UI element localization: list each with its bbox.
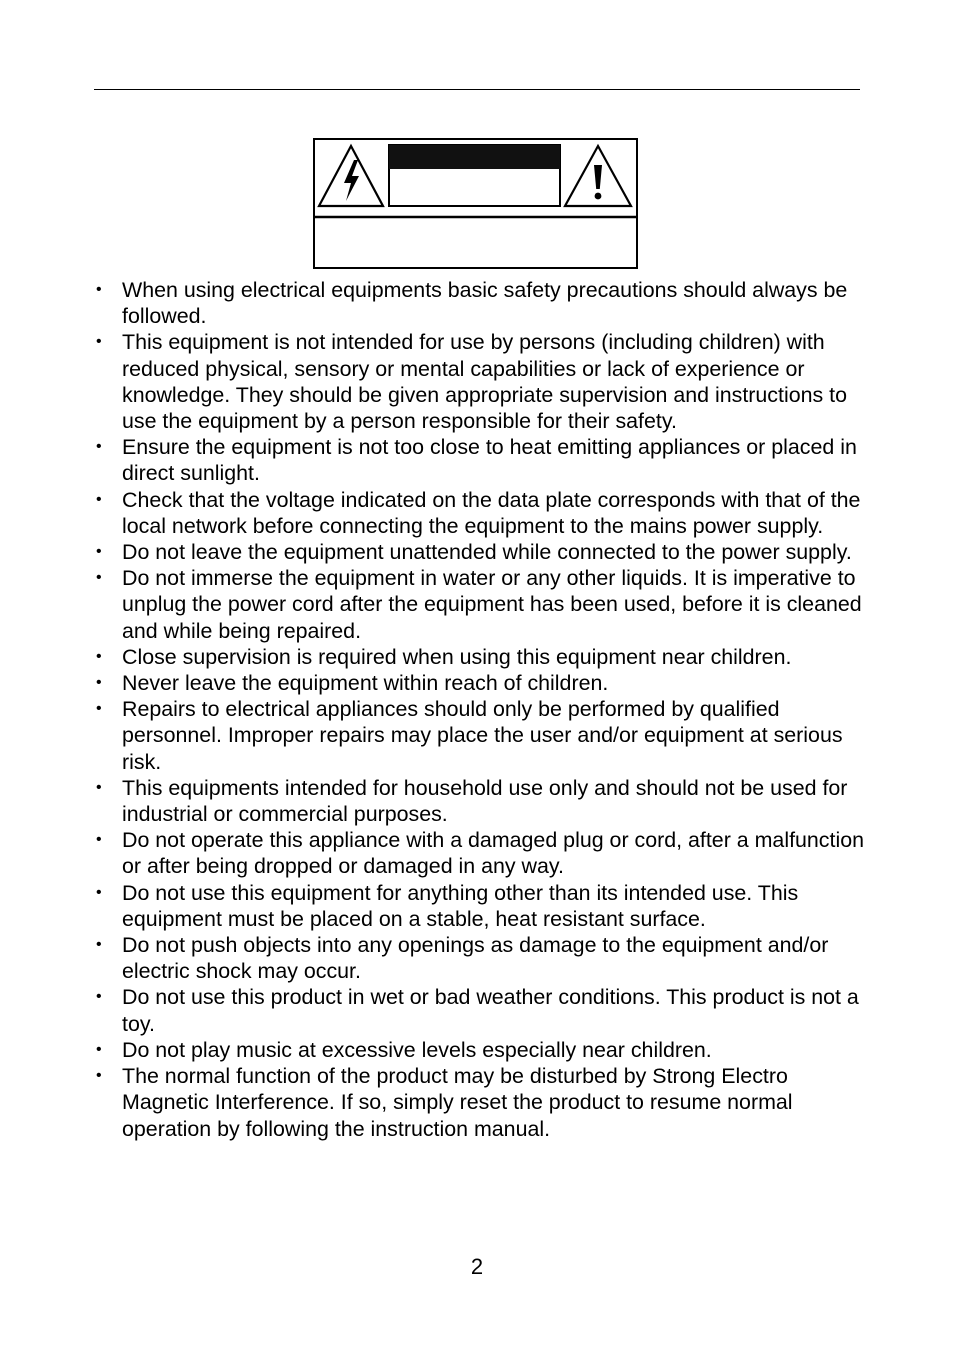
list-item xyxy=(96,984,866,1036)
list-item-text: Do not operate this appliance with a damaged plug or cord, after a malfunction or after being dropped or damaged in any way. xyxy=(122,828,864,879)
bullet: • xyxy=(96,883,102,901)
lightning-bolt-warning-icon xyxy=(319,146,383,206)
list-item-text: The normal function of the product may be disturbed by Strong Electro Magnetic Interference. If so, simply reset the product to resume normal operation by following the instruction manual. xyxy=(122,1064,793,1141)
bullet: • xyxy=(96,778,102,796)
list-item-text: When using electrical equipments basic safety precautions should always be followed. xyxy=(122,278,848,329)
list-item xyxy=(96,696,866,775)
list-item xyxy=(96,565,866,644)
bullet: • xyxy=(96,281,102,298)
list-item-text: Do not use this product in wet or bad weather conditions. This product is not a toy. xyxy=(122,985,859,1036)
bullet: • xyxy=(96,700,102,718)
bullet: • xyxy=(96,647,102,665)
list-item xyxy=(96,775,866,827)
list-item-text: This equipments intended for household use only and should not be used for industrial or commercial purposes. xyxy=(122,775,848,827)
list-item xyxy=(96,880,866,932)
bullet: • xyxy=(96,569,102,587)
list-item xyxy=(96,277,866,329)
list-item-text: Never leave the equipment within reach of children. xyxy=(122,671,609,696)
bullet: • xyxy=(96,1040,102,1058)
header-rule xyxy=(94,89,860,90)
bullet: • xyxy=(96,543,102,561)
bullet: • xyxy=(96,674,102,692)
list-item xyxy=(96,827,866,879)
list-item xyxy=(96,644,866,670)
bullet: • xyxy=(96,936,102,954)
list-item-text: Do not immerse the equipment in water or any other liquids. It is imperative to unplug the power cord after the equipment has been used, before it is cleaned and while being repaired. xyxy=(122,566,862,643)
list-item xyxy=(96,1063,866,1142)
safety-instructions-list xyxy=(96,277,866,1142)
list-item-text: Do not use this equipment for anything other than its intended use. This equipment must be placed on a stable, heat resistant surface. xyxy=(122,880,799,931)
list-item xyxy=(96,1037,866,1063)
page-number: 2 xyxy=(470,1254,484,1279)
bullet: • xyxy=(96,333,102,351)
caution-label xyxy=(313,138,638,269)
list-item xyxy=(96,539,866,565)
bullet: • xyxy=(96,490,102,508)
list-item xyxy=(96,670,866,696)
caution-caption-panel xyxy=(389,145,560,206)
bullet: • xyxy=(96,988,102,1006)
list-item-text: Check that the voltage indicated on the data plate corresponds with that of the local network before connecting the equipment to the mains power supply. xyxy=(122,487,861,538)
list-item xyxy=(96,932,866,984)
list-item-text: Ensure the equipment is not too close to heat emitting appliances or placed in direct sunlight. xyxy=(122,435,857,486)
list-item-text: Do not push objects into any openings as damage to the equipment and/or electric shock may occur. xyxy=(122,933,829,984)
bullet: • xyxy=(96,831,102,849)
list-item-text: Do not leave the equipment unattended while connected to the power supply. xyxy=(122,540,852,565)
bullet: • xyxy=(96,1067,102,1085)
list-item xyxy=(96,329,866,434)
exclamation-warning-icon xyxy=(565,146,631,206)
list-item-text: Close supervision is required when using this equipment near children. xyxy=(122,644,792,669)
caution-caption-strip xyxy=(389,145,560,169)
bullet: • xyxy=(96,438,102,456)
list-item xyxy=(96,434,866,486)
list-item-text: Do not play music at excessive levels especially near children. xyxy=(122,1037,712,1062)
list-item-text: This equipment is not intended for use by persons (including children) with reduced physical, sensory or mental capabilities or lack of experience or knowledge. They should be given appropriate supervision and instructions to use the equipment by a person responsible for their safety. xyxy=(122,330,847,434)
list-item-text: Repairs to electrical appliances should only be performed by qualified personnel. Improper repairs may place the user and/or equipment at serious risk. xyxy=(122,697,843,774)
list-item xyxy=(96,487,866,539)
